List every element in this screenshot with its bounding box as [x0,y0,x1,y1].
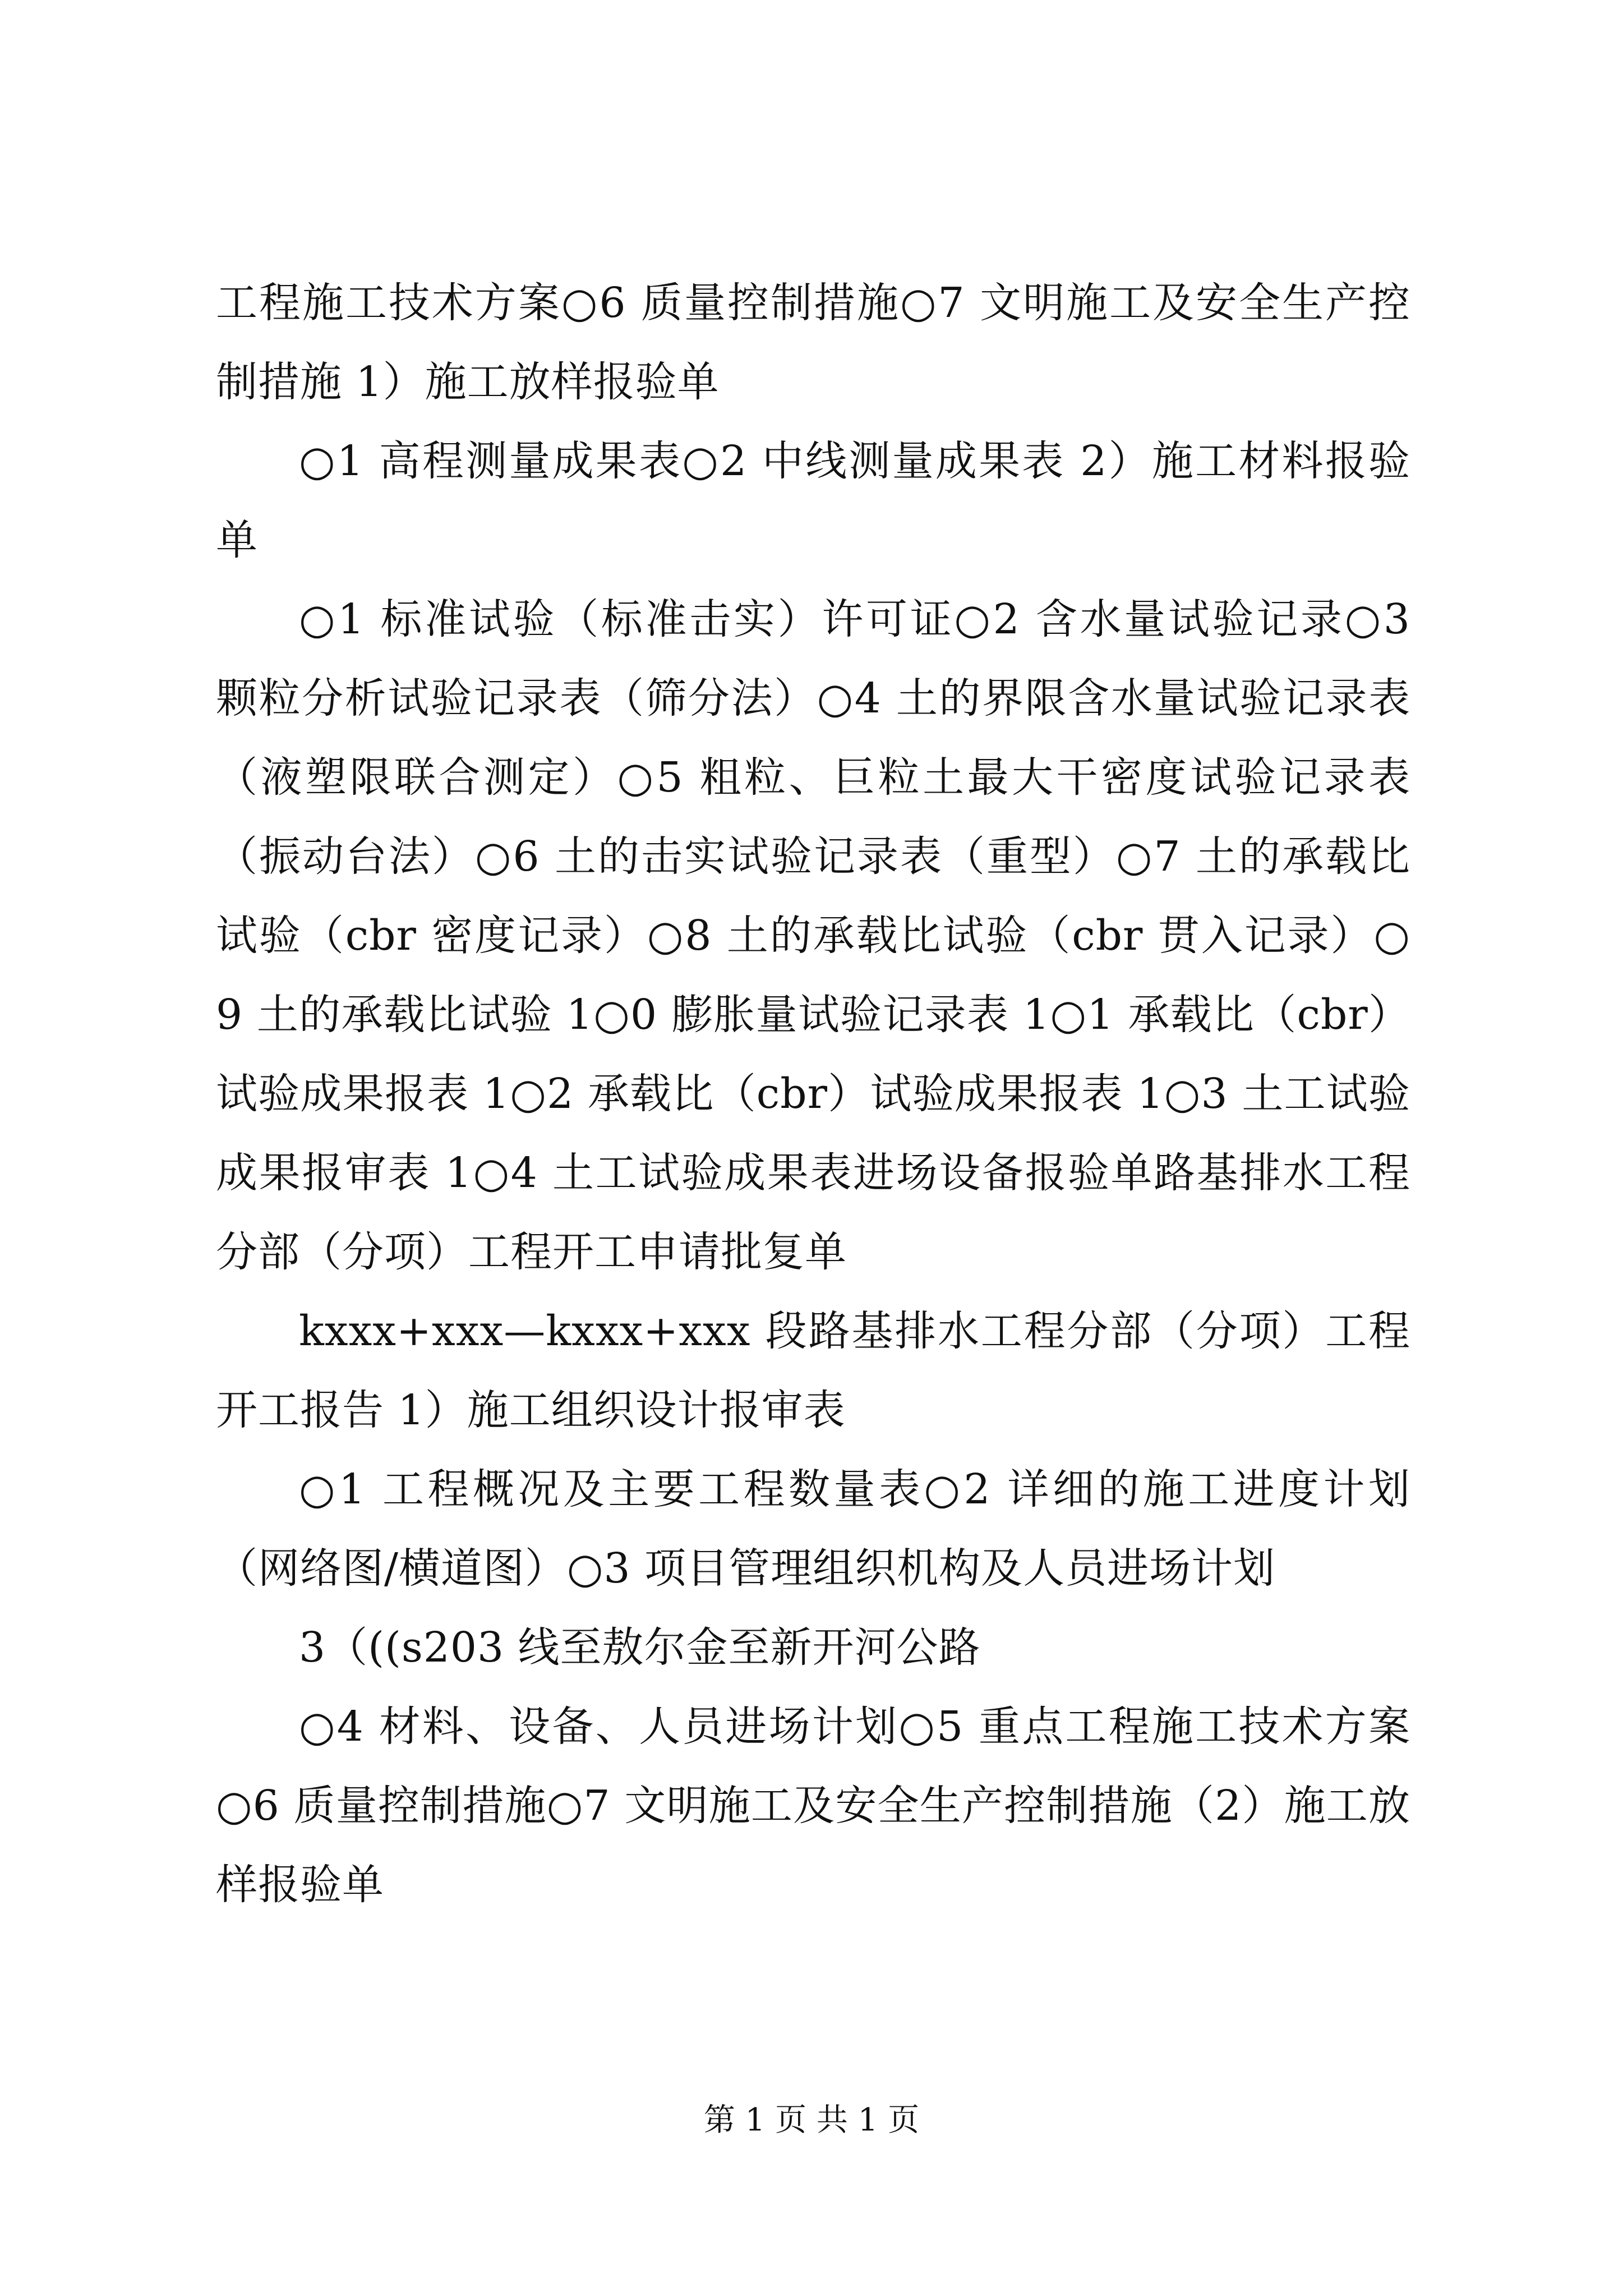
paragraph-3: ○1 标准试验（标准击实）许可证○2 含水量试验记录○3 颗粒分析试验记录表（筛分法）○4 土的界限含水量试验记录表（液塑限联合测定）○5 粗粒、巨粒土最大干密度试验记录表（振动台法）○6 土的击实试验记录表（重型）○7 土的承载比试验（cbr 密度记录）○8 土的承载比试验（cbr 贯入记录）○9 土的承载比试验 1○0 膨胀量试验记录表 1○1 承载比（cbr）试验成果报表 1○2 承载比（cbr）试验成果报表 1○3 土工试验成果报审表 1○4 土工试验成果表进场设备报验单路基排水工程分部（分项）工程开工申请批复单 [216,595,1410,1276]
paragraph-2: ○1 高程测量成果表○2 中线测量成果表 2）施工材料报验单 [216,437,1410,564]
document-body [216,264,1410,1925]
page-number-footer: 第 1 页 共 1 页 [703,2102,920,2138]
paragraph-7: ○4 材料、设备、人员进场计划○5 重点工程施工技术方案○6 质量控制措施○7 文明施工及安全生产控制措施（2）施工放样报验单 [216,1703,1410,1909]
paragraph-4: kxxx+xxx—kxxx+xxx 段路基排水工程分部（分项）工程开工报告 1）施工组织设计报审表 [216,1307,1410,1434]
paragraph-5: ○1 工程概况及主要工程数量表○2 详细的施工进度计划（网络图/横道图）○3 项目管理组织机构及人员进场计划 [216,1465,1410,1593]
paragraph-6: 3（((s203 线至敖尔金至新开河公路 [299,1623,981,1672]
paragraph-1: 工程施工技术方案○6 质量控制措施○7 文明施工及安全生产控制措施 1）施工放样报验单 [216,279,1410,406]
